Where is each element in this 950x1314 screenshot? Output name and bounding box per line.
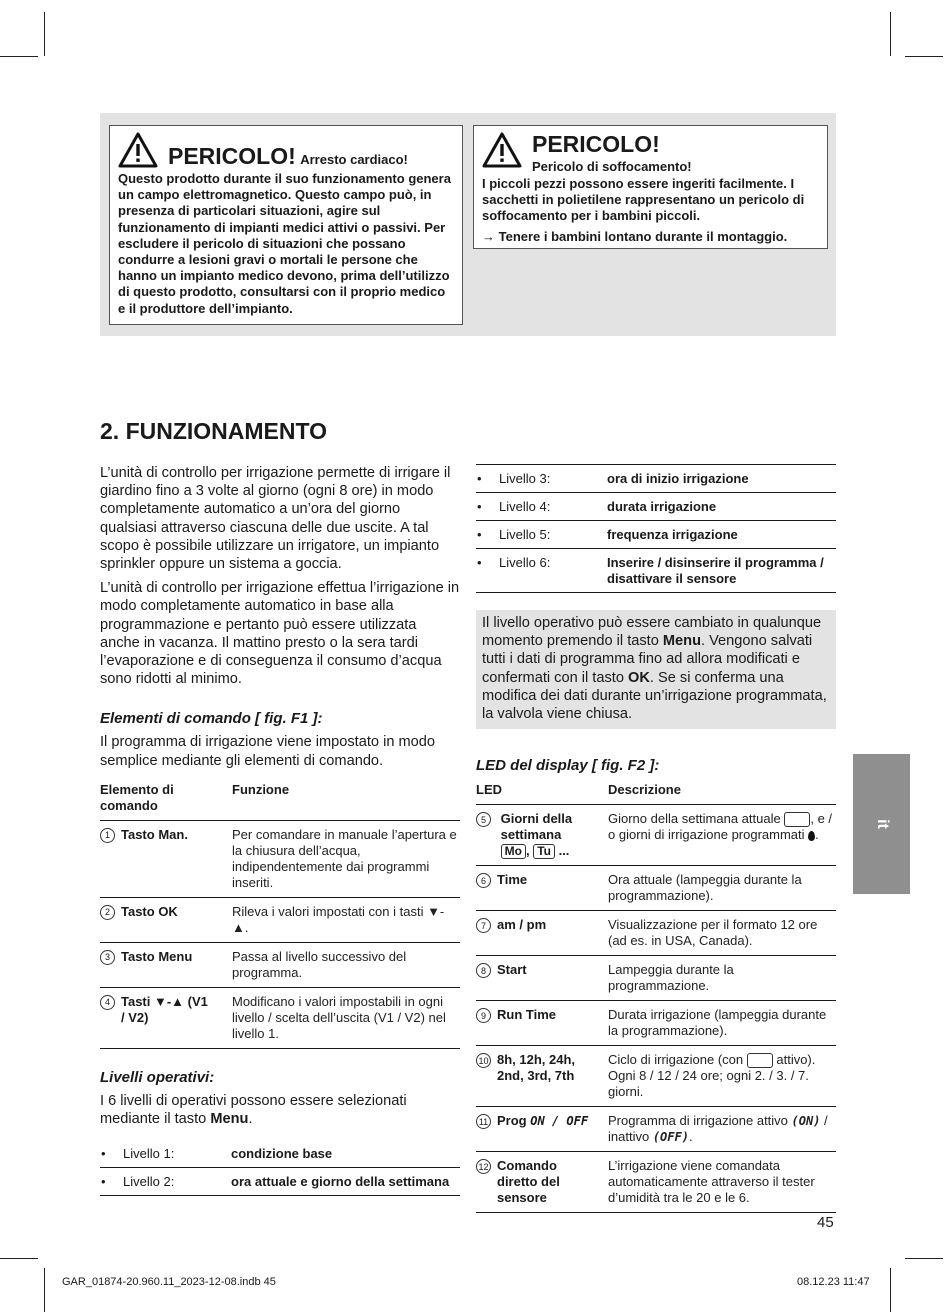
led-description: Visualizzazione per il formato 12 ore (ad es. in USA, Canada). (608, 911, 836, 956)
crop-mark (44, 12, 45, 56)
level-name: Livello 1: (123, 1140, 231, 1168)
day-box-mo: Mo (501, 844, 526, 859)
warning-subtitle: Pericolo di soffocamento! (532, 159, 692, 174)
warning-header (482, 132, 819, 174)
control-description: Modificano i valori impostabili in ogni livello / scelta dell’uscita (V1 / V2) nel livello 1. (232, 987, 460, 1048)
table-row (476, 866, 836, 911)
table-row (100, 897, 460, 942)
footer-timestamp: 08.12.23 11:47 (797, 1276, 870, 1288)
warning-text: I piccoli pezzi possono essere ingeriti facilmente. I sacchetti in polietilene rappresentano un pericolo di soffocamento per i bambini piccoli. (482, 176, 805, 224)
control-description: Passa al livello successivo del programma. (232, 942, 460, 987)
number-badge: 2 (100, 905, 115, 920)
control-label: Tasto Man. (121, 826, 188, 842)
warning-header (118, 132, 454, 169)
section-title: 2. FUNZIONAMENTO (100, 418, 328, 444)
right-column (476, 464, 836, 1213)
page-number: 45 (817, 1214, 834, 1231)
warning-title: PERICOLO! (532, 131, 660, 157)
table-row (476, 1001, 836, 1046)
warning-box-suffocation (473, 125, 828, 249)
number-badge: 4 (100, 995, 115, 1010)
number-badge: 3 (100, 950, 115, 965)
level-row: • Livello 1: condizione base (100, 1140, 460, 1168)
led-label: Comando diretto del sensore (497, 1158, 560, 1206)
led-label: Run Time (497, 1007, 556, 1023)
led-description: Ciclo di irrigazione (con attivo). Ogni 8 / 12 / 24 ore; ogni 2. / 3. / 7. giorni. (608, 1046, 836, 1107)
level-value: Inserire / disinserire il programma / disattivare il sensore (607, 549, 836, 593)
led-heading: LED del display [ fig. F2 ]: (476, 757, 660, 775)
control-label: Tasto OK (121, 903, 178, 919)
day-box-tu: Tu (533, 844, 555, 859)
level-name: Livello 4: (499, 493, 607, 521)
levels-text: I 6 livelli di operativi possono essere selezionati mediante il tasto Menu. (100, 1092, 407, 1128)
table-row (476, 956, 836, 1001)
level-value: durata irrigazione (607, 493, 836, 521)
warning-box-cardiac (109, 125, 463, 325)
number-badge: 5 (476, 812, 491, 827)
number-badge: 7 (476, 918, 491, 933)
controls-text: Il programma di irrigazione viene impostato in modo semplice mediante gli elementi di comando. (100, 734, 436, 769)
led-label: am / pm (497, 917, 547, 933)
empty-frame-icon (784, 812, 810, 827)
level-name: Livello 2: (123, 1168, 231, 1196)
warning-triangle-icon (482, 132, 522, 168)
levels-heading: Livelli operativi: (100, 1068, 215, 1086)
led-label: Prog ON / OFF (497, 1113, 589, 1129)
led-description: Durata irrigazione (lampeggia durante la programmazione). (608, 1001, 836, 1046)
table-row (476, 1046, 836, 1107)
led-table (476, 782, 836, 1213)
level-row: • Livello 5: frequenza irrigazione (476, 521, 836, 549)
number-badge: 11 (476, 1114, 491, 1129)
controls-col-header: Elemento di comando (100, 781, 174, 813)
table-row (100, 820, 460, 897)
table-row (476, 1152, 836, 1213)
controls-col-header: Funzione (232, 781, 290, 797)
level-name: Livello 3: (499, 465, 607, 493)
number-badge: 6 (476, 873, 491, 888)
warning-area (100, 113, 836, 336)
level-value: ora attuale e giorno della settimana (231, 1168, 460, 1196)
control-label: Tasti ▼-▲ (V1 / V2) (121, 993, 208, 1025)
level-row: • Livello 3: ora di inizio irrigazione (476, 465, 836, 493)
levels-table-right (476, 464, 836, 593)
led-description: Ora attuale (lampeggia durante la programmazione). (608, 866, 836, 911)
led-description: Giorno della settimana attuale , e / o giorni di irrigazione programmati . (608, 805, 836, 866)
number-badge: 12 (476, 1159, 491, 1174)
footer-filename: GAR_01874-20.960.11_2023-12-08.indb 45 (62, 1276, 276, 1288)
led-description: L’irrigazione viene comandata automaticamente attraverso il tester d’umidità tra le 20 e le 6. (608, 1152, 836, 1213)
number-badge: 9 (476, 1008, 491, 1023)
table-row (476, 805, 836, 866)
crop-mark (890, 12, 891, 56)
crop-mark (0, 56, 38, 57)
empty-frame-icon (747, 1053, 773, 1068)
control-description: Rileva i valori impostati con i tasti ▼-▲. (232, 897, 460, 942)
warning-triangle-icon (118, 132, 158, 168)
number-badge: 1 (100, 828, 115, 843)
warning-action: → Tenere i bambini lontano durante il montaggio. (482, 228, 788, 244)
crop-mark (44, 1268, 45, 1312)
level-row: • Livello 2: ora attuale e giorno della settimana (100, 1168, 460, 1196)
levels-table-left (100, 1140, 460, 1196)
led-description: Lampeggia durante la programmazione. (608, 956, 836, 1001)
water-drop-icon (808, 831, 815, 841)
crop-mark (0, 1258, 38, 1259)
level-value: condizione base (231, 1140, 460, 1168)
left-column (100, 464, 460, 1196)
warning-text: Questo prodotto durante il suo funzionamento genera un campo elettromagnetico. Questo campo può, in presenza di particolari situazioni, agire sul funzionamento di impianti medici attivi o passivi. Per escludere il pericolo di situazioni che possano condurre a lesioni gravi o mortali le persone che hanno un impianto medico devono, prima dell’utilizzo di questo prodotto, consultarsi con il proprio medico e il produttore dell’impianto. (118, 171, 451, 316)
crop-mark (905, 1258, 943, 1259)
number-badge: 8 (476, 963, 491, 978)
info-box: Il livello operativo può essere cambiato in qualunque momento premendo il tasto Menu. Vengono salvati tutti i dati di programma fino ad allora modificati e confermati con il tasto OK. Se si conferma una modifica dei dati durante un’irrigazione programmata, la valvola viene chiusa. (476, 610, 836, 729)
level-row: • Livello 6: Inserire / disinserire il programma / disattivare il sensore (476, 549, 836, 593)
level-value: frequenza irrigazione (607, 521, 836, 549)
led-label: Time (497, 872, 528, 888)
led-label: Giorni della settimana Mo , Tu ... (500, 811, 573, 859)
table-row (100, 987, 460, 1048)
intro-paragraph: L’unità di controllo per irrigazione permette di irrigare il giardino fino a 3 volte al giorno (ogni 8 ore) in modo completamente automatico a un’ora del giorno qualsiasi attraverso ciascuna delle due uscite. A tal scopo è possibile utilizzare un irrigatore, un impianto sprinkler oppure un sistema a goccia. (100, 465, 451, 573)
language-tab: it (853, 754, 910, 894)
level-value: ora di inizio irrigazione (607, 465, 836, 493)
led-col-header: Descrizione (608, 782, 681, 798)
control-description: Per comandare in manuale l’apertura e la chiusura dell’acqua, indipendentemente dai programmi inseriti. (232, 820, 460, 897)
table-row (476, 911, 836, 956)
table-row (476, 1107, 836, 1152)
led-description: Programma di irrigazione attivo (ON) / inattivo (OFF). (608, 1107, 836, 1152)
number-badge: 10 (476, 1053, 491, 1068)
controls-table (100, 782, 460, 1049)
led-label: Start (497, 962, 527, 978)
table-row (100, 942, 460, 987)
crop-mark (905, 56, 943, 57)
control-label: Tasto Menu (121, 948, 193, 964)
warning-subtitle: Arresto cardiaco! (300, 152, 408, 167)
intro-paragraph: L’unità di controllo per irrigazione effettua l’irrigazione in modo completamente automatico in base alla programmazione e pertanto può essere utilizzata anche in vacanza. Il mattino presto o la sera tardi l’evaporazione e di conseguenza il consumo d’acqua sono ridotti al minimo. (100, 580, 460, 688)
controls-heading: Elementi di comando [ fig. F1 ]: (100, 710, 323, 728)
warning-title: PERICOLO! (168, 143, 296, 169)
led-label: 8h, 12h, 24h, 2nd, 3rd, 7th (497, 1052, 576, 1084)
level-name: Livello 6: (499, 549, 607, 593)
crop-mark (890, 1268, 891, 1312)
lcd-on-off-label: ON / OFF (530, 1114, 589, 1129)
level-row: • Livello 4: durata irrigazione (476, 493, 836, 521)
level-name: Livello 5: (499, 521, 607, 549)
led-col-header: LED (476, 782, 502, 798)
